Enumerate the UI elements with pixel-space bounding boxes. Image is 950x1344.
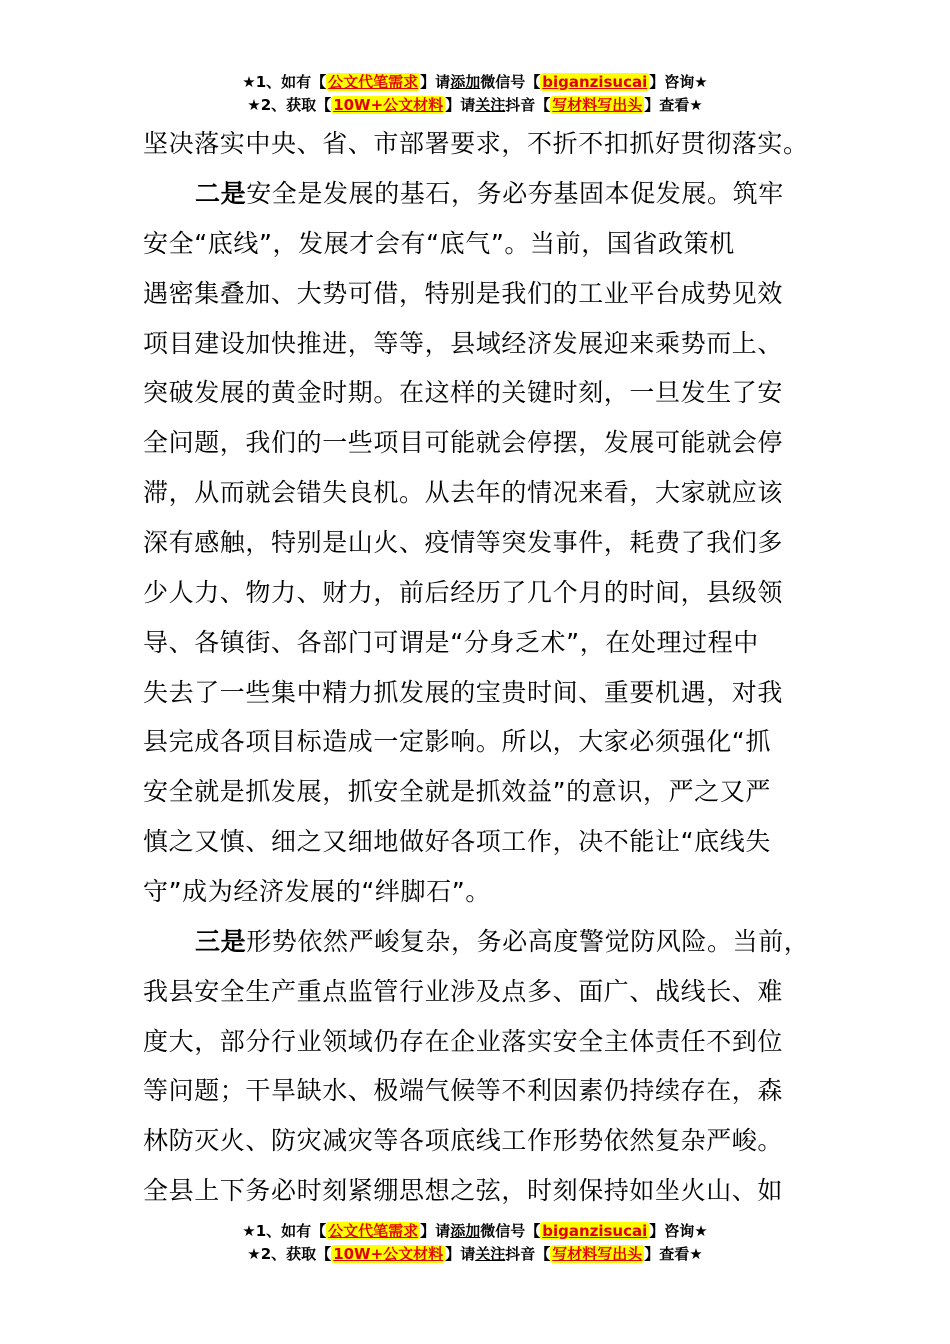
body-line: 突破发展的黄金时期。在这样的关键时刻，一旦发生了安	[143, 378, 784, 407]
wechat-id: biganzisucai	[542, 1222, 648, 1240]
body-line: 度大，部分行业领域仍存在企业落实安全主体责任不到位	[143, 1027, 784, 1056]
header-promo-line-2: ★2、获取【 10W+公文材料 】请关注抖音【 写材料写出头 】查看★	[247, 96, 703, 114]
body-line: 全问题，我们的一些项目可能就会停摆，发展可能就会停	[143, 428, 784, 457]
body-line: 守”成为经济发展的“绊脚石”。	[143, 877, 491, 906]
promo-highlight: 10W+公文材料	[333, 96, 444, 114]
promo-highlight: 公文代笔需求	[328, 73, 419, 91]
body-line: 全县上下务必时刻紧绷思想之弦，时刻保持如坐火山、如	[143, 1176, 784, 1205]
body-line: 深有感触，特别是山火、疫情等突发事件，耗费了我们多	[143, 528, 784, 557]
paragraph-2-first-line: 二是安全是发展的基石，务必夯基固本促发展。筑牢	[195, 179, 784, 208]
header-promo-line-1: ★1、如有【 公文代笔需求 】请添加微信号【 biganzisucai 】咨询★	[242, 73, 708, 91]
paragraph-3-first-line: 三是形势依然严峻复杂，务必高度警觉防风险。当前，	[195, 927, 810, 956]
wechat-id: biganzisucai	[542, 73, 648, 91]
promo-highlight: 10W+公文材料	[333, 1245, 444, 1263]
body-line: 遇密集叠加、大势可借，特别是我们的工业平台成势见效	[143, 279, 784, 308]
body-line: 县完成各项目标造成一定影响。所以，大家必须强化“抓	[143, 727, 771, 756]
douyin-account: 写材料写出头	[552, 1245, 643, 1263]
body-line: 滞，从而就会错失良机。从去年的情况来看，大家就应该	[143, 478, 784, 507]
douyin-account: 写材料写出头	[552, 96, 643, 114]
footer-promo-line-2: ★2、获取【 10W+公文材料 】请关注抖音【 写材料写出头 】查看★	[247, 1245, 703, 1263]
body-line: 少人力、物力、财力，前后经历了几个月的时间，县级领	[143, 578, 784, 607]
footer-promo-line-1: ★1、如有【 公文代笔需求 】请添加微信号【 biganzisucai 】咨询★	[242, 1222, 708, 1240]
body-line: 等问题；干旱缺水、极端气候等不利因素仍持续存在，森	[143, 1076, 784, 1105]
body-line: 失去了一些集中精力抓发展的宝贵时间、重要机遇，对我	[143, 678, 784, 707]
body-line: 安全“底线”，发展才会有“底气”。当前，国省政策机	[143, 229, 735, 258]
paragraph-lead: 二是	[195, 179, 247, 208]
body-line: 我县安全生产重点监管行业涉及点多、面广、战线长、难	[143, 977, 784, 1006]
body-line: 坚决落实中央、省、市部署要求，不折不扣抓好贯彻落实。	[143, 129, 809, 158]
body-line: 导、各镇街、各部门可谓是“分身乏术”，在处理过程中	[143, 628, 759, 657]
body-line: 慎之又慎、细之又细地做好各项工作，决不能让“底线失	[143, 827, 771, 856]
paragraph-lead: 三是	[195, 927, 247, 956]
body-line: 项目建设加快推进，等等，县域经济发展迎来乘势而上、	[143, 329, 784, 358]
promo-highlight: 公文代笔需求	[328, 1222, 419, 1240]
body-line: 林防灭火、防灾减灾等各项底线工作形势依然复杂严峻。	[143, 1126, 784, 1155]
body-line: 安全就是抓发展，抓安全就是抓效益”的意识，严之又严	[143, 777, 771, 806]
